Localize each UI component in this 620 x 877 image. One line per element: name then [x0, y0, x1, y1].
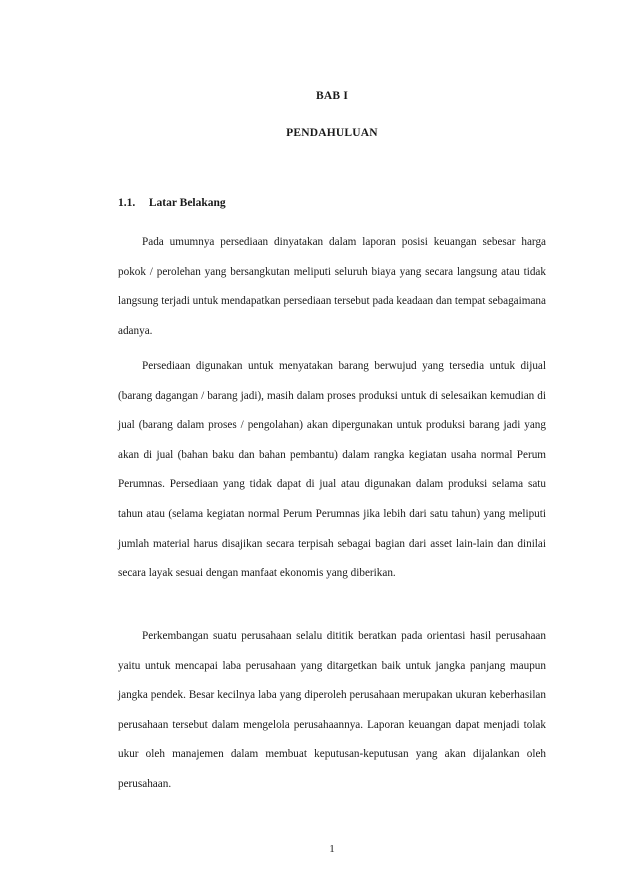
- paragraph: Pada umumnya persediaan dinyatakan dalam laporan posisi keuangan sebesar harga pokok / perolehan yang bersangkutan meliputi seluruh biaya yang secara langsung atau tidak langsung terjadi untuk mendapatkan persediaan tersebut pada keadaan dan tempat sebagaimana adanya.: [118, 236, 546, 337]
- chapter-title: PENDAHULUAN: [286, 127, 378, 139]
- section-heading: [118, 197, 226, 209]
- section-title: Latar Belakang: [148, 197, 226, 209]
- paragraph: Perkembangan suatu perusahaan selalu dititik beratkan pada orientasi hasil perusahaan yaitu untuk mencapai laba perusahaan yang ditargetkan baik untuk jangka panjang maupun jangka pendek. Besar kecilnya laba yang diperoleh perusahaan merupakan ukuran keberhasilan perusahaan tersebut dalam mengelola perusahaannya. Laporan keuangan dapat menjadi tolak ukur oleh manajemen dalam membuat keputusan-keputusan yang akan dijalankan oleh perusahaan.: [118, 630, 546, 790]
- chapter-number: BAB I: [316, 90, 348, 102]
- section-number: 1.1.: [118, 197, 136, 209]
- paragraph: Persediaan digunakan untuk menyatakan barang berwujud yang tersedia untuk dijual (barang dagangan / barang jadi), masih dalam proses produksi untuk di selesaikan kemudian di jual (barang dalam proses / pengolahan) akan dipergunakan untuk produksi barang jadi yang akan di jual (bahan baku dan bahan pembantu) dalam rangka kegiatan usaha normal Perum Perumnas. Persediaan yang tidak dapat di jual atau digunakan dalam produksi selama satu tahun atau (selama kegiatan normal Perum Perumnas jika lebih dari satu tahun) yang meliputi jumlah material harus disajikan secara terpisah sebagai bagian dari asset lain-lain dan dinilai secara layak sesuai dengan manfaat ekonomis yang diberikan.: [118, 360, 546, 580]
- page-number: 1: [329, 843, 335, 855]
